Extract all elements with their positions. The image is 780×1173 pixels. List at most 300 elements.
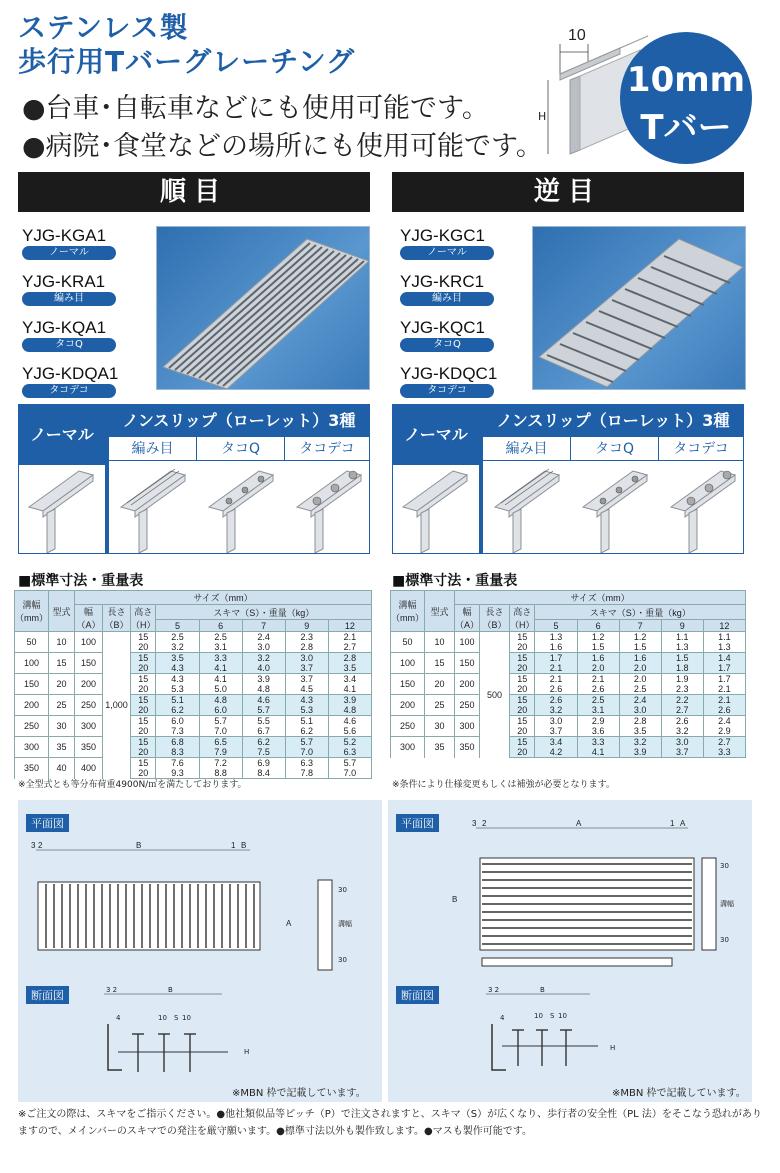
- cell-weight: 3.2: [535, 705, 577, 716]
- cell-weight: 3.1: [577, 705, 619, 716]
- table-row: [15, 716, 372, 727]
- dim-label: 2: [38, 841, 43, 850]
- dim-label: 30: [338, 956, 347, 964]
- cell-weight: 2.7: [328, 642, 371, 653]
- cell-weight: 5.7: [328, 758, 371, 769]
- cell-weight: 4.3: [285, 695, 328, 706]
- cell-weight: 6.9: [242, 758, 285, 769]
- cell-weight: 5.1: [156, 695, 199, 706]
- drawing-panel-left: [18, 800, 382, 1102]
- cell-weight: 3.3: [703, 747, 745, 758]
- dim-label: 10: [558, 1012, 567, 1020]
- dim-label: 3: [472, 819, 477, 828]
- col-size: サイズ（mm）: [454, 591, 745, 605]
- cell-weight: 7.2: [199, 758, 242, 769]
- dim-label: 10: [534, 1012, 543, 1020]
- cell-weight: 3.0: [619, 705, 661, 716]
- cell-weight: 3.2: [619, 737, 661, 748]
- cell-width: 300: [454, 716, 479, 737]
- cell-height: 15: [509, 674, 534, 685]
- cell-type: 40: [48, 758, 74, 779]
- table-row: [15, 653, 372, 664]
- col-length: 長さ（B）: [479, 605, 509, 632]
- mbn-note: ※MBN 枠で記載しています。: [232, 1088, 366, 1099]
- col-gap-9: 9: [661, 620, 703, 632]
- cell-weight: 3.7: [535, 726, 577, 737]
- cell-weight: 3.0: [535, 716, 577, 727]
- cell-weight: 2.0: [619, 674, 661, 685]
- product-photo-forward: [156, 226, 370, 390]
- table-row: [15, 737, 372, 748]
- cell-weight: 7.8: [285, 768, 328, 779]
- cell-weight: 3.9: [328, 695, 371, 706]
- col-gap-12: 12: [703, 620, 745, 632]
- cell-weight: 4.1: [577, 747, 619, 758]
- cell-weight: 5.0: [199, 684, 242, 695]
- cell-weight: 2.3: [285, 632, 328, 643]
- table-row: [15, 758, 372, 769]
- cell-weight: 2.6: [703, 705, 745, 716]
- col-length: 長さ（B）: [102, 605, 130, 632]
- cell-weight: 3.3: [199, 653, 242, 664]
- cell-weight: 1.7: [535, 653, 577, 664]
- cell-weight: 5.7: [242, 705, 285, 716]
- cell-weight: 3.5: [156, 653, 199, 664]
- spec-table-left: [14, 590, 372, 779]
- cell-width: 350: [74, 737, 102, 758]
- dim-label: S: [550, 1012, 555, 1020]
- cell-type: 25: [424, 695, 454, 716]
- cell-ditch: 100: [15, 653, 49, 674]
- cell-weight: 7.9: [199, 747, 242, 758]
- cell-weight: 2.5: [577, 695, 619, 706]
- bar-type-sub: タコQ: [197, 437, 285, 461]
- model-item: [400, 318, 500, 364]
- model-item: [22, 272, 122, 318]
- cell-width: 350: [454, 737, 479, 758]
- dim-label: A: [286, 919, 292, 928]
- cell-width: 150: [74, 653, 102, 674]
- tbar-profiles: [19, 465, 369, 553]
- cell-weight: 2.9: [577, 716, 619, 727]
- cell-weight: 9.3: [156, 768, 199, 779]
- section-view-drawing: [18, 980, 382, 1080]
- cell-weight: 4.3: [156, 674, 199, 685]
- cell-weight: 8.3: [156, 747, 199, 758]
- drawing-panel-right: [388, 800, 752, 1102]
- bar-type-sub: 編み目: [109, 437, 197, 461]
- cell-weight: 1.3: [661, 642, 703, 653]
- table-row: [15, 674, 372, 685]
- model-code: YJG-KGA1: [22, 226, 107, 245]
- cell-weight: 6.2: [285, 726, 328, 737]
- model-tag: タコデコ: [400, 384, 494, 398]
- cell-weight: 4.2: [535, 747, 577, 758]
- cell-ditch: 250: [15, 716, 49, 737]
- table-row: [391, 695, 746, 706]
- cell-weight: 5.3: [156, 684, 199, 695]
- cell-type: 15: [424, 653, 454, 674]
- cell-width: 200: [454, 674, 479, 695]
- cell-height: 15: [130, 758, 155, 769]
- cell-weight: 3.1: [199, 642, 242, 653]
- cell-weight: 2.9: [703, 726, 745, 737]
- bar-type-panel-forward: [18, 404, 370, 554]
- col-gap-7: 7: [619, 620, 661, 632]
- cell-width: 250: [74, 695, 102, 716]
- cell-type: 25: [48, 695, 74, 716]
- col-gap-12: 12: [328, 620, 371, 632]
- cell-weight: 2.3: [661, 684, 703, 695]
- cell-height: 15: [130, 695, 155, 706]
- cell-weight: 1.3: [535, 632, 577, 643]
- cell-weight: 2.1: [703, 695, 745, 706]
- cell-weight: 3.5: [328, 663, 371, 674]
- cell-weight: 1.1: [703, 632, 745, 643]
- model-item: [400, 272, 500, 318]
- col-gap-9: 9: [285, 620, 328, 632]
- dim-label: 10: [158, 1014, 167, 1022]
- cell-height: 20: [130, 705, 155, 716]
- cell-weight: 7.0: [328, 768, 371, 779]
- cell-weight: 1.7: [703, 663, 745, 674]
- cell-weight: 1.5: [661, 653, 703, 664]
- cell-weight: 2.1: [703, 684, 745, 695]
- cell-height: 20: [130, 684, 155, 695]
- cell-weight: 3.4: [535, 737, 577, 748]
- cell-weight: 3.9: [619, 747, 661, 758]
- model-code: YJG-KDQC1: [400, 364, 498, 383]
- model-item: [22, 318, 122, 364]
- page-title: ステンレス製: [18, 11, 189, 44]
- tbar-profiles: [393, 465, 743, 553]
- cell-weight: 3.2: [661, 726, 703, 737]
- cell-weight: 6.5: [199, 737, 242, 748]
- dim-label: 3 2: [488, 986, 500, 994]
- bar-type-sub: タコQ: [571, 437, 659, 461]
- dim-label: A: [576, 819, 582, 828]
- cell-weight: 2.4: [242, 632, 285, 643]
- cell-height: 20: [509, 684, 534, 695]
- cell-weight: 2.2: [661, 695, 703, 706]
- table-row: [391, 632, 746, 643]
- cell-weight: 5.7: [199, 716, 242, 727]
- table-row: [391, 653, 746, 664]
- cell-weight: 4.3: [156, 663, 199, 674]
- model-list-left: [22, 226, 122, 410]
- cell-weight: 2.6: [535, 684, 577, 695]
- dim-label: H: [244, 1048, 250, 1056]
- cell-weight: 4.8: [199, 695, 242, 706]
- dim-label: S: [174, 1014, 179, 1022]
- cell-length: 500: [479, 632, 509, 758]
- cell-height: 20: [509, 642, 534, 653]
- cell-type: 35: [48, 737, 74, 758]
- cell-type: 10: [48, 632, 74, 653]
- col-type: 型式: [48, 591, 74, 632]
- cell-ditch: 250: [391, 716, 425, 737]
- cell-height: 15: [130, 737, 155, 748]
- cell-height: 20: [509, 705, 534, 716]
- cell-weight: 5.6: [328, 726, 371, 737]
- cell-weight: 1.9: [661, 674, 703, 685]
- cell-height: 20: [509, 726, 534, 737]
- cell-type: 15: [48, 653, 74, 674]
- cell-weight: 2.4: [619, 695, 661, 706]
- cell-weight: 2.5: [619, 684, 661, 695]
- plan-view-label: 平面図: [396, 814, 439, 832]
- cell-weight: 1.7: [703, 674, 745, 685]
- cell-weight: 1.5: [619, 642, 661, 653]
- cell-height: 15: [509, 716, 534, 727]
- col-width: 幅（A）: [454, 605, 479, 632]
- bar-type-panel-reverse: [392, 404, 744, 554]
- cell-weight: 4.6: [328, 716, 371, 727]
- model-tag: タコQ: [400, 338, 494, 352]
- cell-length: 1,000: [102, 632, 130, 779]
- cell-weight: 4.5: [285, 684, 328, 695]
- model-code: YJG-KDQA1: [22, 364, 119, 383]
- cell-weight: 4.0: [242, 663, 285, 674]
- product-photo-reverse: [532, 226, 746, 390]
- cell-weight: 6.0: [199, 705, 242, 716]
- table-note-right: ※条件により仕様変更もしくは補強が必要となります。: [392, 780, 615, 790]
- dim-label: B: [168, 986, 173, 994]
- cell-height: 15: [130, 674, 155, 685]
- cell-weight: 7.0: [285, 747, 328, 758]
- col-ditch: 溝幅（mm）: [391, 591, 425, 632]
- cell-weight: 1.2: [619, 632, 661, 643]
- cell-weight: 3.7: [285, 674, 328, 685]
- cell-weight: 8.8: [199, 768, 242, 779]
- cell-weight: 5.2: [328, 737, 371, 748]
- cell-weight: 2.1: [535, 674, 577, 685]
- col-gap-5: 5: [535, 620, 577, 632]
- cell-type: 35: [424, 737, 454, 758]
- cell-weight: 5.3: [285, 705, 328, 716]
- cell-height: 15: [130, 716, 155, 727]
- cell-ditch: 150: [15, 674, 49, 695]
- cell-weight: 1.6: [577, 653, 619, 664]
- model-tag: ノーマル: [22, 246, 116, 260]
- cell-weight: 1.8: [661, 663, 703, 674]
- feature-bullet: ●病院･食堂などの場所にも使用可能です。: [22, 131, 543, 162]
- col-type: 型式: [424, 591, 454, 632]
- dim-label: B: [136, 841, 142, 850]
- dim-label: 3: [31, 841, 36, 850]
- table-row: [15, 695, 372, 706]
- cell-weight: 2.7: [661, 705, 703, 716]
- cell-weight: 3.2: [242, 653, 285, 664]
- dim-label: 4: [500, 1014, 505, 1022]
- dim-label: B: [241, 841, 247, 850]
- cell-weight: 2.6: [661, 716, 703, 727]
- table-row: [391, 737, 746, 748]
- cell-height: 15: [130, 653, 155, 664]
- cell-weight: 4.8: [328, 705, 371, 716]
- cell-weight: 4.1: [199, 674, 242, 685]
- col-gap: スキマ（S）・重量（kg）: [535, 605, 746, 620]
- cell-height: 20: [509, 663, 534, 674]
- model-tag: 編み目: [22, 292, 116, 306]
- dim-label: 30: [720, 936, 729, 944]
- cell-weight: 2.6: [535, 695, 577, 706]
- cell-weight: 2.1: [328, 632, 371, 643]
- table-title-right: ■標準寸法・重量表: [392, 573, 518, 589]
- cell-width: 200: [74, 674, 102, 695]
- cell-weight: 4.8: [242, 684, 285, 695]
- cell-height: 20: [509, 747, 534, 758]
- cell-weight: 4.1: [199, 663, 242, 674]
- cell-weight: 6.2: [156, 705, 199, 716]
- dim-label: A: [680, 819, 686, 828]
- page-subtitle: 歩行用Tバーグレーチング: [18, 45, 356, 78]
- cell-ditch: 300: [391, 737, 425, 758]
- cell-weight: 3.0: [661, 737, 703, 748]
- model-tag: タコデコ: [22, 384, 116, 398]
- dim-label: B: [452, 895, 458, 904]
- cell-ditch: 50: [15, 632, 49, 653]
- cell-width: 150: [454, 653, 479, 674]
- plan-view-label: 平面図: [26, 814, 69, 832]
- dim-label: 1: [231, 841, 236, 850]
- col-gap: スキマ（S）・重量（kg）: [156, 605, 372, 620]
- model-code: YJG-KGC1: [400, 226, 486, 245]
- badge-line2: Tバー: [640, 108, 732, 148]
- model-code: YJG-KRA1: [22, 272, 106, 291]
- cell-weight: 8.4: [242, 768, 285, 779]
- cell-weight: 2.1: [577, 674, 619, 685]
- cell-height: 15: [130, 632, 155, 643]
- cell-weight: 5.5: [242, 716, 285, 727]
- cell-weight: 3.9: [242, 674, 285, 685]
- cell-ditch: 150: [391, 674, 425, 695]
- cell-ditch: 300: [15, 737, 49, 758]
- section-bar-forward: 順目: [18, 172, 370, 212]
- cell-weight: 2.7: [703, 737, 745, 748]
- bar-type-normal: ノーマル: [393, 405, 479, 465]
- cell-weight: 4.6: [242, 695, 285, 706]
- dim-label: 10: [182, 1014, 191, 1022]
- feature-bullet: ●台車･自転車などにも使用可能です。: [22, 93, 489, 124]
- model-tag: タコQ: [22, 338, 116, 352]
- cell-weight: 2.5: [156, 632, 199, 643]
- cell-height: 20: [130, 747, 155, 758]
- model-code: YJG-KRC1: [400, 272, 485, 291]
- cell-weight: 7.5: [242, 747, 285, 758]
- cell-height: 20: [130, 642, 155, 653]
- model-list-right: [400, 226, 500, 410]
- cell-weight: 6.2: [242, 737, 285, 748]
- cell-ditch: 100: [391, 653, 425, 674]
- table-title-left: ■標準寸法・重量表: [18, 573, 144, 589]
- cell-height: 15: [509, 737, 534, 748]
- mbn-note: ※MBN 枠で記載しています。: [612, 1088, 746, 1099]
- col-width: 幅（A）: [74, 605, 102, 632]
- cell-weight: 3.5: [619, 726, 661, 737]
- cell-weight: 3.4: [328, 674, 371, 685]
- cell-height: 15: [509, 632, 534, 643]
- cell-width: 100: [74, 632, 102, 653]
- cell-weight: 7.6: [156, 758, 199, 769]
- cell-weight: 3.0: [242, 642, 285, 653]
- bar-type-nonslip: ノンスリップ（ローレット）3種: [109, 405, 369, 437]
- dim-label: B: [540, 986, 545, 994]
- cell-weight: 2.8: [328, 653, 371, 664]
- footer-note: ※ご注文の際は、スキマをご指示ください。●他社類似品等ピッチ（P）で注文されますと、スキマ（S）が広くなり、歩行者の安全性（PL 法）をそこなう恐れがありますので、メインバーのスキマでの発注を厳守願います。●標準寸法以外も製作致します。●マスも製作可能です。: [18, 1109, 762, 1137]
- dim-side-label: H: [538, 110, 547, 123]
- col-gap-7: 7: [242, 620, 285, 632]
- cell-width: 100: [454, 632, 479, 653]
- section-view-drawing: [388, 980, 752, 1080]
- bar-type-sub: タコデコ: [659, 437, 743, 461]
- cell-height: 20: [130, 726, 155, 737]
- cell-weight: 6.0: [156, 716, 199, 727]
- spec-table-right: [390, 590, 746, 758]
- cell-ditch: 200: [391, 695, 425, 716]
- cell-weight: 6.3: [328, 747, 371, 758]
- cell-type: 30: [424, 716, 454, 737]
- cell-weight: 3.6: [577, 726, 619, 737]
- cell-weight: 7.0: [199, 726, 242, 737]
- dim-label: 溝幅: [338, 920, 352, 928]
- cell-weight: 3.3: [577, 737, 619, 748]
- cell-weight: 5.7: [285, 737, 328, 748]
- cell-type: 30: [48, 716, 74, 737]
- dim-label: H: [610, 1044, 616, 1052]
- cell-weight: 1.1: [661, 632, 703, 643]
- bar-type-sub: 編み目: [483, 437, 571, 461]
- cell-weight: 6.8: [156, 737, 199, 748]
- model-item: [400, 226, 500, 272]
- dim-label: 4: [116, 1014, 121, 1022]
- dim-label: 溝幅: [720, 900, 734, 908]
- cell-weight: 2.5: [199, 632, 242, 643]
- bar-type-nonslip: ノンスリップ（ローレット）3種: [483, 405, 743, 437]
- cell-weight: 2.0: [619, 663, 661, 674]
- cell-weight: 3.7: [661, 747, 703, 758]
- cell-weight: 3.7: [285, 663, 328, 674]
- col-size: サイズ（mm）: [74, 591, 371, 605]
- cell-weight: 6.7: [242, 726, 285, 737]
- cell-weight: 1.2: [577, 632, 619, 643]
- cell-height: 20: [130, 663, 155, 674]
- bar-type-normal: ノーマル: [19, 405, 105, 465]
- cell-width: 250: [454, 695, 479, 716]
- table-row: [391, 716, 746, 727]
- col-height: 高さ（H）: [130, 605, 155, 632]
- cell-weight: 5.1: [285, 716, 328, 727]
- cell-weight: 4.1: [328, 684, 371, 695]
- badge-10mm-tbar: [620, 32, 752, 164]
- dim-label: 3 2: [106, 986, 118, 994]
- cell-type: 20: [424, 674, 454, 695]
- cell-weight: 1.3: [703, 642, 745, 653]
- cell-weight: 3.2: [156, 642, 199, 653]
- dim-top-label: 10: [568, 27, 586, 44]
- cell-width: 400: [74, 758, 102, 779]
- cell-height: 15: [509, 653, 534, 664]
- model-tag: ノーマル: [400, 246, 494, 260]
- col-gap-5: 5: [156, 620, 199, 632]
- model-code: YJG-KQC1: [400, 318, 486, 337]
- cell-weight: 1.6: [619, 653, 661, 664]
- dim-label: 1: [670, 819, 675, 828]
- model-tag: 編み目: [400, 292, 494, 306]
- cell-ditch: 200: [15, 695, 49, 716]
- cell-weight: 3.0: [285, 653, 328, 664]
- badge-line1: 10mm: [626, 60, 746, 100]
